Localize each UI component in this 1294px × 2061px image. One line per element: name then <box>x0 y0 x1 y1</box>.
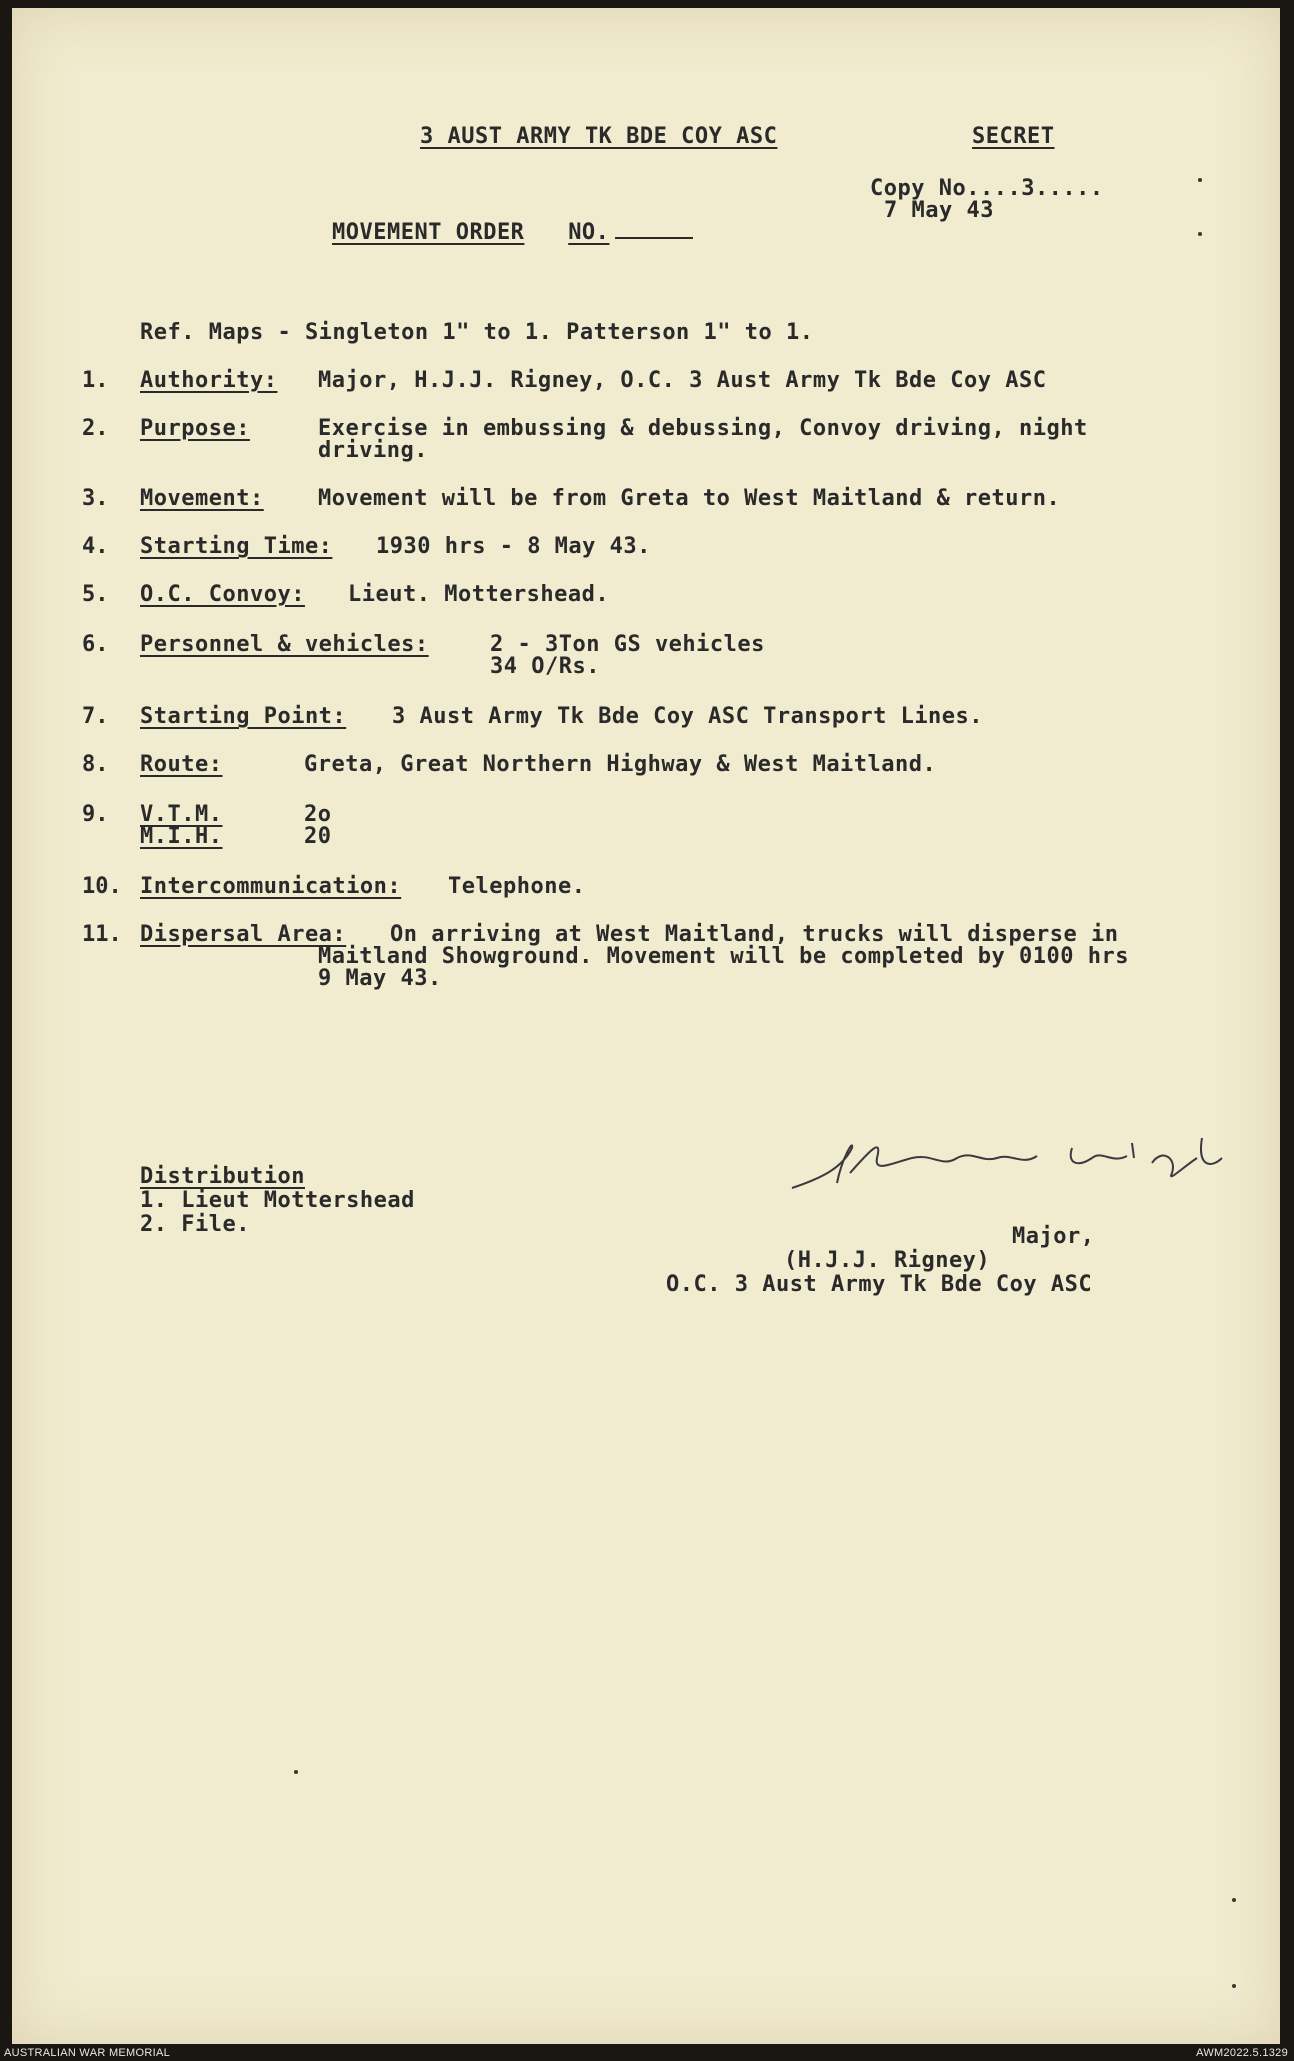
map-reference: Ref. Maps - Singleton 1" to 1. Patterson 1" to 1. <box>140 320 814 345</box>
item-number: 10. <box>82 874 122 899</box>
item-heading: Authority: <box>140 368 278 393</box>
item-heading: O.C. Convoy: <box>140 582 305 607</box>
item-text-line3: 9 May 43. <box>318 966 442 991</box>
ink-mark <box>1198 178 1202 182</box>
classification-label: SECRET <box>972 124 1055 149</box>
item-heading: Starting Time: <box>140 534 333 559</box>
item-heading: Route: <box>140 752 223 777</box>
signature-rank: Major, <box>1012 1224 1095 1249</box>
item-text: Lieut. Mottershead. <box>348 582 610 607</box>
item-number: 11. <box>82 922 122 947</box>
item-text: Major, H.J.J. Rigney, O.C. 3 Aust Army Tk Bde Coy ASC <box>318 368 1047 393</box>
ink-mark <box>294 1770 298 1774</box>
handwritten-signature <box>782 1128 1242 1208</box>
item-text: Telephone. <box>448 874 586 899</box>
item-text: 2o <box>304 802 332 827</box>
item-heading: Starting Point: <box>140 704 347 729</box>
item-number: 1. <box>82 368 109 393</box>
item-text: On arriving at West Maitland, trucks will disperse in <box>390 922 1119 947</box>
item-heading: Movement: <box>140 486 264 511</box>
item-number: 5. <box>82 582 109 607</box>
signature-title: O.C. 3 Aust Army Tk Bde Coy ASC <box>666 1272 1093 1297</box>
document-date: 7 May 43 <box>884 198 994 223</box>
item-text: 1930 hrs - 8 May 43. <box>376 534 651 559</box>
item-heading: Personnel & vehicles: <box>140 632 429 657</box>
item-text: 3 Aust Army Tk Bde Coy ASC Transport Lines. <box>392 704 984 729</box>
ink-mark <box>1232 1984 1236 1988</box>
item-text-line2: 34 O/Rs. <box>490 654 600 679</box>
unit-heading: 3 AUST ARMY TK BDE COY ASC <box>420 124 778 149</box>
title-no-label: NO. <box>568 220 610 245</box>
item-text: Exercise in embussing & debussing, Convoy driving, night <box>318 416 1088 441</box>
title-no-blank <box>615 237 693 239</box>
item-text: 2 - 3Ton GS vehicles <box>490 632 765 657</box>
document-page <box>12 8 1280 2044</box>
item-number: 9. <box>82 802 109 827</box>
distribution-heading: Distribution <box>140 1164 305 1189</box>
item-heading: V.T.M. <box>140 802 223 827</box>
item-text-line2: driving. <box>318 438 428 463</box>
archive-footer-right: AWM2022.5.1329 <box>1196 2047 1288 2059</box>
item-text-line2: Maitland Showground. Movement will be completed by 0100 hrs <box>318 944 1129 969</box>
copy-number: Copy No....3..... <box>870 176 1104 201</box>
page-title <box>332 220 693 245</box>
item-number: 3. <box>82 486 109 511</box>
item-text-line2: 20 <box>304 824 332 849</box>
item-heading: Purpose: <box>140 416 250 441</box>
ink-mark <box>1198 232 1202 236</box>
distribution-line: 2. File. <box>140 1212 250 1237</box>
item-heading-line2: M.I.H. <box>140 824 223 849</box>
item-number: 2. <box>82 416 109 441</box>
item-text: Greta, Great Northern Highway & West Maitland. <box>304 752 937 777</box>
archive-footer-left: AUSTRALIAN WAR MEMORIAL <box>4 2047 171 2059</box>
signature-name: (H.J.J. Rigney) <box>784 1248 991 1273</box>
item-heading: Dispersal Area: <box>140 922 347 947</box>
distribution-line: 1. Lieut Mottershead <box>140 1188 415 1213</box>
ink-mark <box>1232 1898 1236 1902</box>
item-number: 6. <box>82 632 109 657</box>
item-number: 4. <box>82 534 109 559</box>
item-number: 7. <box>82 704 109 729</box>
item-text: Movement will be from Greta to West Maitland & return. <box>318 486 1061 511</box>
item-heading: Intercommunication: <box>140 874 402 899</box>
title-no <box>568 220 693 245</box>
item-number: 8. <box>82 752 109 777</box>
title-label: MOVEMENT ORDER <box>332 220 525 245</box>
